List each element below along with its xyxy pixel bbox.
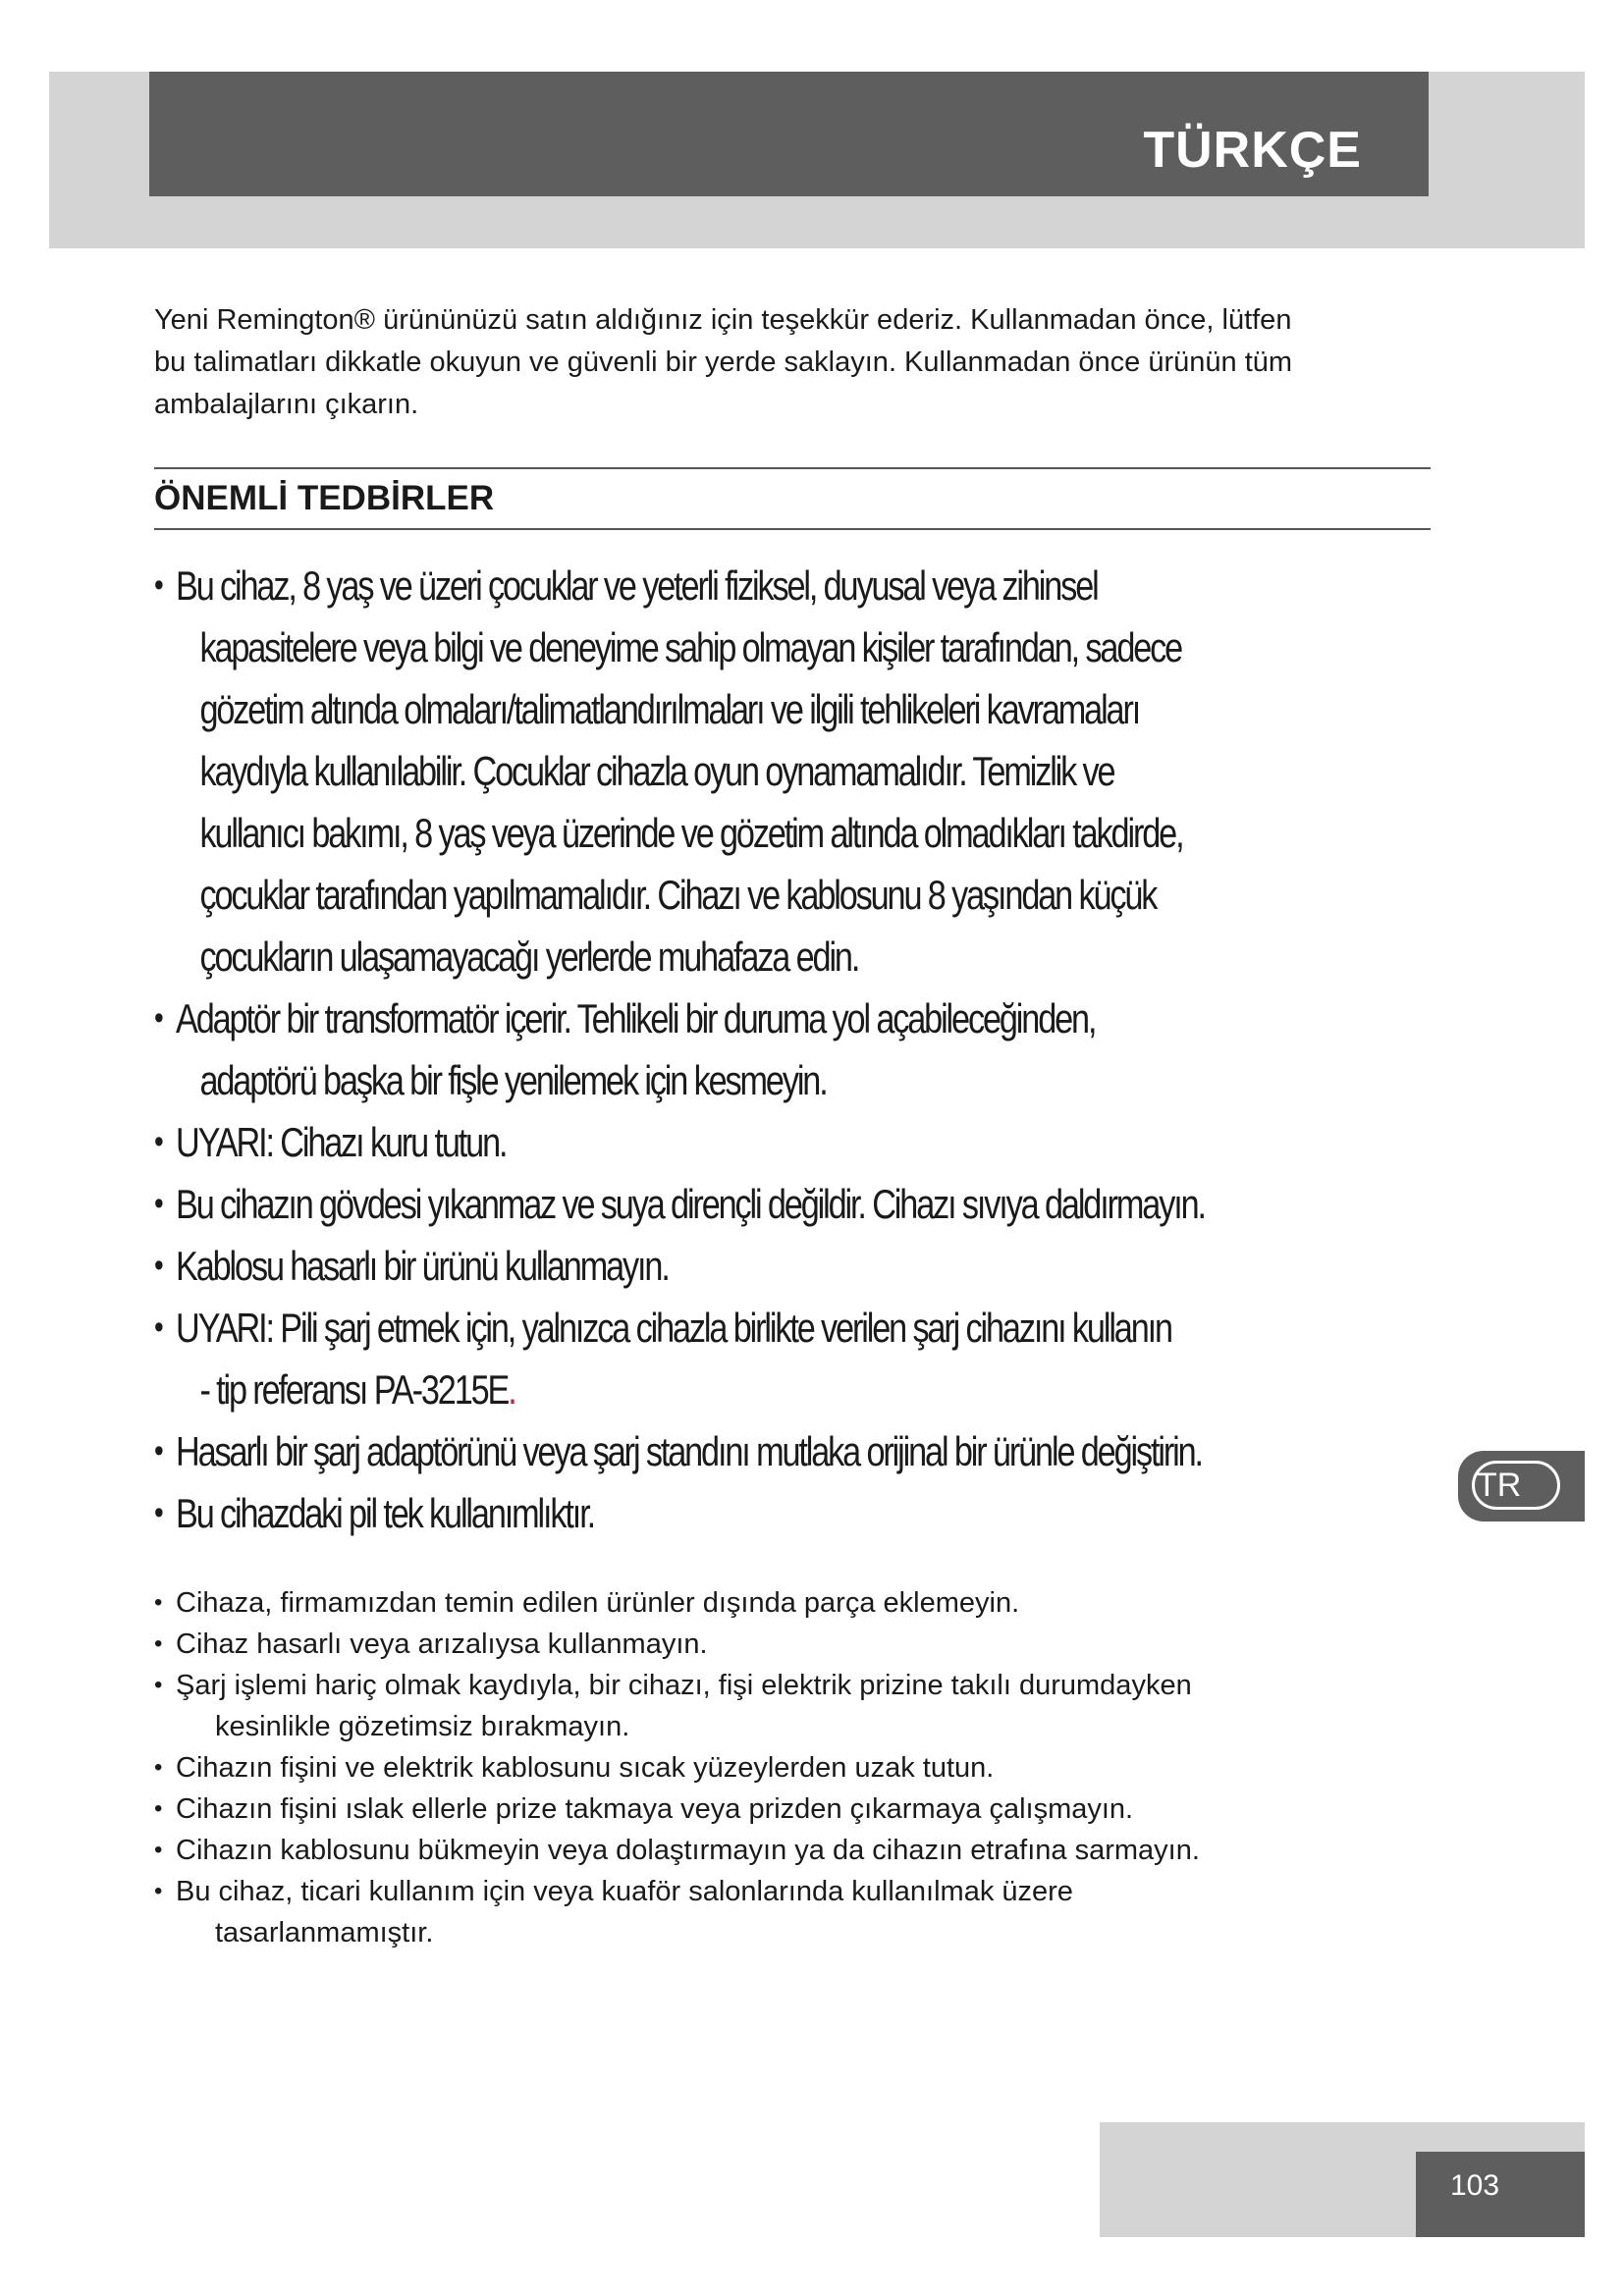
language-tab-label: TR bbox=[1472, 1461, 1560, 1510]
additional-item: • Cihaz hasarlı veya arızalıysa kullanmayın. bbox=[154, 1624, 1431, 1665]
charger-reference: - tip referansı PA-3215E bbox=[199, 1366, 509, 1413]
intro-line: bu talimatları dikkatle okuyun ve güvenli bir yerde saklayın. Kullanmadan önce ürünün tüm bbox=[154, 347, 1293, 378]
additional-list bbox=[154, 1582, 1431, 1953]
footer-box bbox=[1416, 2152, 1585, 2237]
safety-item: • Adaptör bir transformatör içerir. Tehlikeli bir duruma yol açabileceğinden, adaptörü başka bir fişle yenilemek için kesmeyin. bbox=[154, 988, 1218, 1111]
additional-item: • Cihaza, firmamızdan temin edilen ürünler dışında parça eklemeyin. bbox=[154, 1582, 1431, 1624]
safety-item: • Kablosu hasarlı bir ürünü kullanmayın. bbox=[154, 1235, 1218, 1297]
safety-item: • Bu cihazın gövdesi yıkanmaz ve suya dirençli değildir. Cihazı sıvıya daldırmayın. bbox=[154, 1173, 1218, 1235]
intro-line: ambalajlarını çıkarın. bbox=[154, 389, 419, 420]
language-tab bbox=[1458, 1451, 1585, 1522]
language-title: TÜRKÇE bbox=[1143, 122, 1362, 179]
section-rule-bottom bbox=[154, 528, 1431, 530]
safety-item: • Hasarlı bir şarj adaptörünü veya şarj standını mutlaka orijinal bir ürünle değiştirin. bbox=[154, 1420, 1218, 1482]
safety-item: • UYARI: Pili şarj etmek için, yalnızca cihazla birlikte verilen şarj cihazını kullanın - tip referansı PA-3215E. bbox=[154, 1297, 1218, 1420]
safety-item: • Bu cihazdaki pil tek kullanımlıktır. bbox=[154, 1482, 1218, 1544]
intro-line: Yeni Remington® ürününüzü satın aldığınız için teşekkür ederiz. Kullanmadan önce, lütfen bbox=[154, 304, 1292, 336]
additional-item: • Cihazın fişini ve elektrik kablosunu sıcak yüzeylerden uzak tutun. bbox=[154, 1747, 1431, 1789]
safety-item: • Bu cihaz, 8 yaş ve üzeri çocuklar ve yeterli fiziksel, duyusal veya zihinsel kapasitelere veya bilgi ve deneyime sahip olmayan kişiler tarafından, sadece gözetim altında olmaları/talimatlandırılmaları ve ilgili tehlikeleri kavramaları kaydıyla kullanılabilir. Çocuklar cihazla oyun oynamamalıdır. Temizlik ve kullanıcı bakımı, 8 yaş veya üzerinde ve gözetim altında olmadıkları takdirde, çocuklar tarafından yapılmamalıdır. Cihazı ve kablosunu 8 yaşından küçük çocukların ulaşamayacağı yerlerde muhafaza edin. bbox=[154, 555, 1218, 988]
section-rule-top bbox=[154, 467, 1431, 469]
additional-item: • Cihazın kablosunu bükmeyin veya dolaştırmayın ya da cihazın etrafına sarmayın. bbox=[154, 1830, 1431, 1871]
header-bar bbox=[149, 72, 1429, 196]
additional-item: • Cihazın fişini ıslak ellerle prize takmaya veya prizden çıkarmaya çalışmayın. bbox=[154, 1789, 1431, 1830]
additional-item: • Bu cihaz, ticari kullanım için veya kuaför salonlarında kullanılmak üzere tasarlanmamıştır. bbox=[154, 1871, 1431, 1953]
red-mark: . bbox=[508, 1366, 515, 1413]
safety-item: • UYARI: Cihazı kuru tutun. bbox=[154, 1111, 1218, 1173]
page-number: 103 bbox=[1449, 2169, 1500, 2202]
section-title: ÖNEMLİ TEDBİRLER bbox=[154, 479, 495, 517]
safety-list bbox=[154, 555, 1218, 1544]
additional-item: • Şarj işlemi hariç olmak kaydıyla, bir cihazı, fişi elektrik prizine takılı durumdayken kesinlikle gözetimsiz bırakmayın. bbox=[154, 1665, 1431, 1747]
intro-paragraph bbox=[154, 299, 1440, 426]
